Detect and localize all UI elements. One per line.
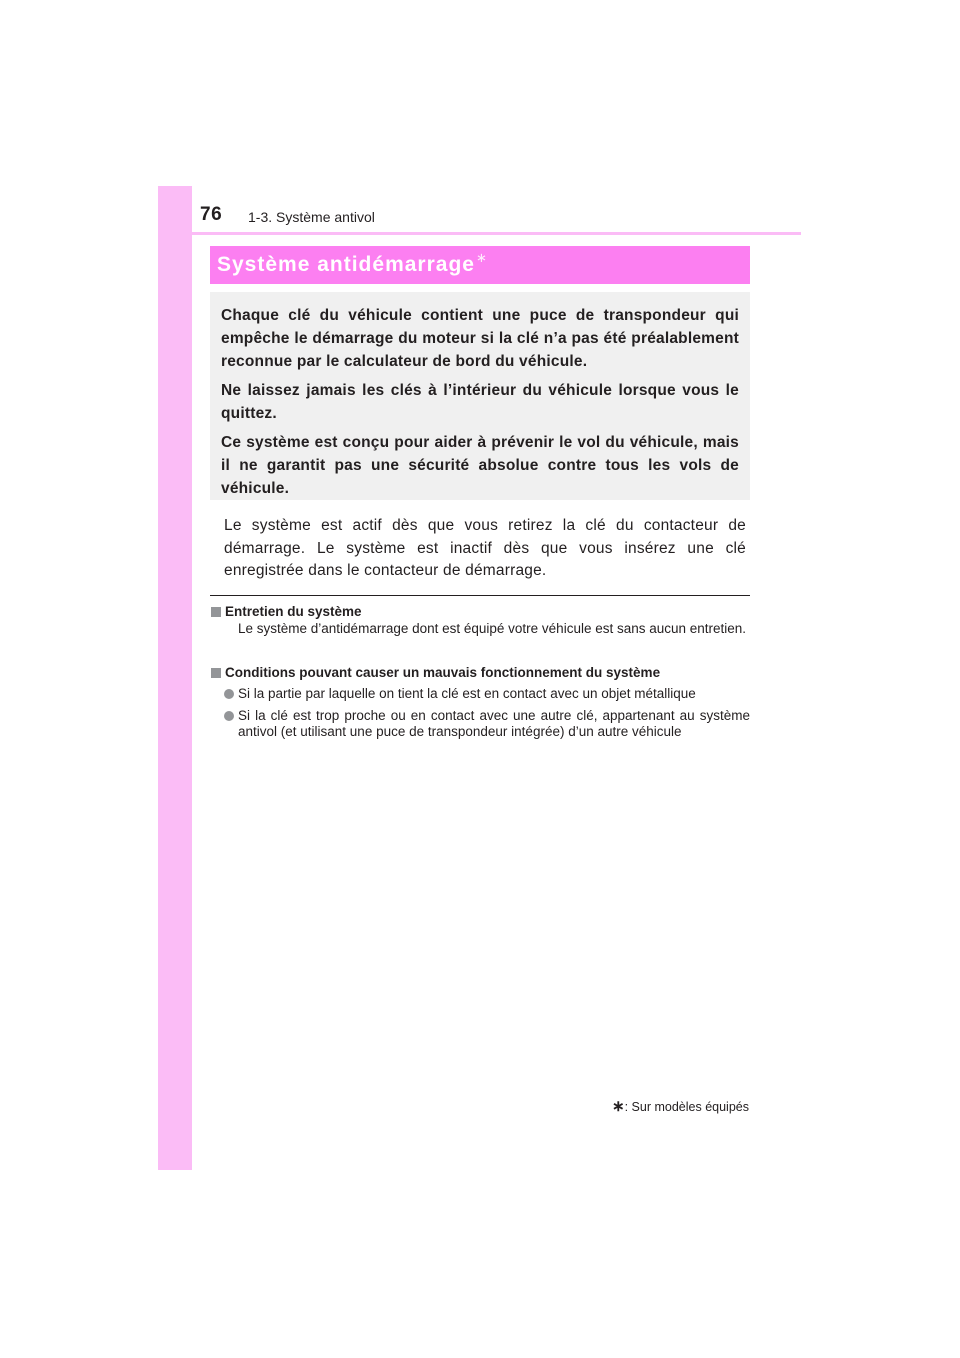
list-item [224, 686, 750, 702]
intro-paragraph: Chaque clé du véhicule contient une puce de transpondeur qui empêche le démarrage du moteur si la clé n’a pas été préalablement reconnue par le calculateur de bord du véhicule. [221, 307, 739, 370]
page-number: 76 [200, 204, 223, 225]
side-tab-strip [158, 186, 192, 1170]
footnote-text: : Sur modèles équipés [624, 1100, 749, 1114]
section-heading [210, 664, 750, 682]
list-item-text: Si la partie par laquelle on tient la clé est en contact avec un objet métallique [238, 686, 696, 701]
section-divider [210, 595, 750, 596]
header-rule [158, 232, 801, 235]
intro-paragraph: Ne laissez jamais les clés à l’intérieur du véhicule lorsque vous le quittez. [221, 382, 739, 422]
circle-bullet-icon [224, 689, 234, 699]
footnote [612, 1097, 749, 1115]
section-title-bar [210, 246, 750, 284]
asterisk-icon: ∗ [612, 1098, 625, 1115]
section-heading-text: Conditions pouvant causer un mauvais fonctionnement du système [225, 665, 661, 680]
list-item-text: Si la clé est trop proche ou en contact avec une autre clé, appartenant au système antivol (et utilisant une puce de transpondeur intégrée) d’un autre véhicule [238, 708, 750, 739]
section-title: Système antidémarrage [217, 253, 475, 276]
list-item [224, 708, 750, 740]
section-maintenance [210, 603, 750, 637]
square-bullet-icon [211, 668, 221, 678]
intro-paragraph: Ce système est conçu pour aider à prévenir le vol du véhicule, mais il ne garantit pas une sécurité absolue contre tous les vols de véhicule. [221, 434, 739, 497]
body-paragraph: Le système est actif dès que vous retirez la clé du contacteur de démarrage. Le système est inactif dès que vous insérez une clé enregistrée dans le contacteur de démarrage. [224, 517, 746, 579]
chapter-title: 1-3. Système antivol [248, 209, 375, 225]
section-heading-text: Entretien du système [225, 604, 362, 619]
section-heading [210, 603, 750, 621]
square-bullet-icon [211, 607, 221, 617]
section-malfunction-conditions [210, 664, 750, 740]
asterisk-icon: ∗ [475, 250, 487, 265]
circle-bullet-icon [224, 711, 234, 721]
section-text: Le système d’antidémarrage dont est équipé votre véhicule est sans aucun entretien. [238, 621, 747, 636]
intro-box [210, 292, 750, 500]
